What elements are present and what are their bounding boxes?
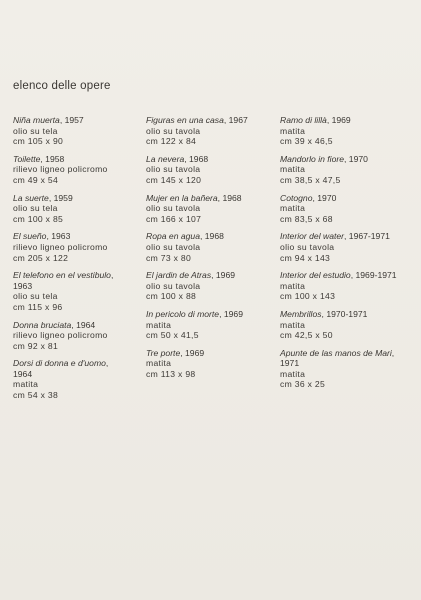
artwork-title-line xyxy=(280,348,410,369)
artwork-year: , 1968 xyxy=(200,231,224,242)
artwork-title-line xyxy=(146,231,276,242)
artwork-entry xyxy=(280,231,410,263)
artwork-year: , 1958 xyxy=(40,153,65,164)
artwork-entry xyxy=(13,115,143,147)
artwork-year: , 1967-1971 xyxy=(344,231,390,242)
artwork-entry xyxy=(280,115,410,147)
artwork-entry xyxy=(146,231,276,263)
artwork-title-line xyxy=(146,193,276,204)
artwork-title-line xyxy=(13,193,143,204)
artwork-year: , 1964 xyxy=(13,358,109,379)
artwork-medium: olio su tavola xyxy=(280,241,335,252)
artwork-medium: matita xyxy=(146,319,172,330)
artwork-dimensions: cm 100 x 143 xyxy=(280,291,336,302)
artwork-year: , 1969-1971 xyxy=(350,270,397,281)
artwork-title: La nevera xyxy=(146,153,185,164)
artwork-title-line xyxy=(280,231,410,242)
artwork-title: Membrillos xyxy=(280,308,322,319)
artwork-entry xyxy=(13,320,143,352)
artwork-year: , 1959 xyxy=(48,192,73,203)
artwork-entry xyxy=(146,348,276,380)
artwork-title: Ramo di lillà xyxy=(280,115,327,125)
artwork-dimensions: cm 49 x 54 xyxy=(13,174,59,185)
artwork-medium: rilievo ligneo policromo xyxy=(13,164,108,175)
artwork-year: , 1957 xyxy=(59,115,84,125)
artwork-title: El jardin de Atras xyxy=(146,270,212,281)
artwork-dimensions: cm 115 x 96 xyxy=(13,301,63,312)
artwork-dimensions: cm 205 x 122 xyxy=(13,252,69,263)
artwork-title-line xyxy=(280,193,410,204)
artwork-medium: rilievo ligneo policromo xyxy=(13,330,108,341)
artwork-dimensions: cm 105 x 90 xyxy=(13,136,64,147)
artwork-year: , 1971 xyxy=(280,347,395,369)
artwork-title: Tre porte xyxy=(146,347,181,358)
artwork-entry xyxy=(146,154,276,186)
artwork-entry xyxy=(146,193,276,225)
artwork-entry xyxy=(280,270,410,302)
artwork-title: La suerte xyxy=(13,192,49,203)
artwork-year: , 1964 xyxy=(71,319,96,330)
artwork-title: Apunte de las manos de Mari xyxy=(280,347,392,358)
artwork-year: , 1968 xyxy=(184,153,209,164)
artwork-title: Interior del water xyxy=(280,231,345,242)
artwork-title-line xyxy=(146,348,276,359)
artwork-medium: olio su tela xyxy=(13,291,58,302)
artwork-medium: olio su tela xyxy=(13,125,58,136)
artwork-title-line xyxy=(13,358,143,379)
artwork-medium: rilievo ligneo policromo xyxy=(13,241,108,252)
column-3 xyxy=(280,115,410,397)
artwork-entry xyxy=(13,231,143,263)
artwork-year: , 1969 xyxy=(211,270,236,281)
artwork-title: In pericolo di morte xyxy=(146,308,220,319)
artwork-title: Toilette xyxy=(13,153,41,164)
artwork-dimensions: cm 166 x 107 xyxy=(146,213,202,224)
artwork-title-line xyxy=(13,231,143,242)
artwork-medium: matita xyxy=(146,358,172,369)
artwork-medium: matita xyxy=(280,368,306,379)
artwork-title-line xyxy=(13,154,143,165)
artwork-dimensions: cm 100 x 88 xyxy=(146,291,197,302)
artwork-year: , 1969 xyxy=(180,347,205,358)
artwork-entry xyxy=(146,115,276,147)
artwork-dimensions: cm 100 x 85 xyxy=(13,213,64,224)
artwork-title: El sueño xyxy=(13,231,47,242)
artwork-entry xyxy=(13,270,143,312)
artwork-medium: olio su tavola xyxy=(146,280,201,291)
artwork-medium: matita xyxy=(280,164,306,175)
artwork-title: Cotogno xyxy=(280,192,313,203)
artwork-medium: matita xyxy=(280,319,306,330)
artwork-year: , 1963 xyxy=(46,231,71,242)
artwork-dimensions: cm 36 x 25 xyxy=(280,379,326,390)
artwork-year: , 1963 xyxy=(13,270,114,291)
artwork-medium: olio su tavola xyxy=(146,241,201,252)
artwork-title: Mandorlo in fiore xyxy=(280,153,345,164)
artwork-title-line xyxy=(280,309,410,320)
artwork-dimensions: cm 73 x 80 xyxy=(146,252,192,263)
artwork-dimensions: cm 113 x 98 xyxy=(146,368,196,379)
artwork-title: Niña muerta xyxy=(13,115,60,125)
artwork-title-line xyxy=(13,115,143,126)
artwork-medium: matita xyxy=(280,203,306,214)
page-heading: elenco delle opere xyxy=(13,80,111,92)
artwork-medium: olio su tavola xyxy=(146,164,201,175)
artwork-entry xyxy=(146,309,276,341)
artwork-title-line xyxy=(13,320,143,331)
artwork-title: Ropa en agua xyxy=(146,231,200,242)
artwork-dimensions: cm 50 x 41,5 xyxy=(146,330,199,341)
artwork-dimensions: cm 92 x 81 xyxy=(13,340,59,351)
artwork-entry xyxy=(280,154,410,186)
artwork-title-line xyxy=(280,154,410,165)
artwork-title: Interior del estudio xyxy=(280,270,351,281)
artwork-medium: matita xyxy=(13,379,39,390)
artwork-medium: matita xyxy=(280,280,306,291)
artwork-medium: olio su tavola xyxy=(146,125,201,136)
artwork-dimensions: cm 122 x 84 xyxy=(146,136,197,147)
artwork-title-line xyxy=(13,270,143,291)
artwork-title: El telefono en el vestibulo xyxy=(13,270,111,281)
artwork-year: , 1970-1971 xyxy=(321,308,368,319)
artwork-title-line xyxy=(280,115,410,126)
artwork-title: Mujer en la bañera xyxy=(146,192,218,203)
artwork-entry xyxy=(280,348,410,390)
artwork-title-line xyxy=(280,270,410,281)
artwork-entry xyxy=(13,193,143,225)
artwork-title-line xyxy=(146,309,276,320)
artwork-year: , 1969 xyxy=(326,115,351,125)
artwork-entry xyxy=(13,154,143,186)
artwork-medium: olio su tavola xyxy=(146,203,201,214)
artwork-entry xyxy=(146,270,276,302)
artwork-dimensions: cm 54 x 38 xyxy=(13,390,59,401)
artwork-dimensions: cm 39 x 46,5 xyxy=(280,136,333,147)
artwork-title: Figuras en una casa xyxy=(146,115,224,125)
artwork-title: Dorsi di donna e d'uomo xyxy=(13,358,106,369)
artwork-entry xyxy=(13,358,143,400)
artwork-medium: matita xyxy=(280,125,306,136)
artwork-dimensions: cm 145 x 120 xyxy=(146,174,202,185)
artwork-title-line xyxy=(146,270,276,281)
artwork-entry xyxy=(280,309,410,341)
artwork-year: , 1970 xyxy=(312,192,337,203)
artwork-title-line xyxy=(146,154,276,165)
column-2 xyxy=(146,115,276,386)
artwork-title: Donna bruciata xyxy=(13,319,72,330)
artwork-year: , 1967 xyxy=(223,115,248,125)
artwork-entry xyxy=(280,193,410,225)
artwork-dimensions: cm 94 x 143 xyxy=(280,252,331,263)
artwork-dimensions: cm 83,5 x 68 xyxy=(280,213,333,224)
artwork-year: , 1970 xyxy=(344,153,368,164)
artwork-dimensions: cm 38,5 x 47,5 xyxy=(280,174,341,185)
artwork-title-line xyxy=(146,115,276,126)
artwork-medium: olio su tela xyxy=(13,203,58,214)
artwork-year: , 1968 xyxy=(217,192,242,203)
artwork-dimensions: cm 42,5 x 50 xyxy=(280,330,333,341)
artwork-year: , 1969 xyxy=(219,308,243,319)
column-1 xyxy=(13,115,143,408)
